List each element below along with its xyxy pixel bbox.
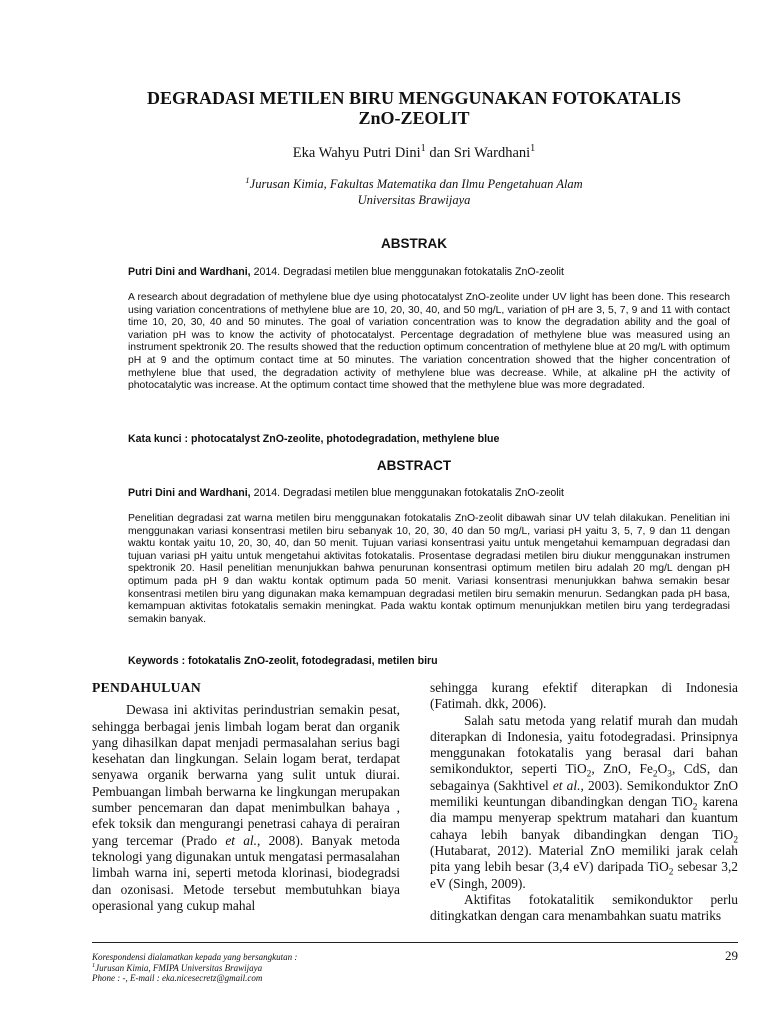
intro-paragraph-1-continued: sehingga kurang efektif diterapkan di Indonesia (Fatimah. dkk, 2006). [430, 680, 738, 712]
abstract-heading: ABSTRACT [376, 458, 452, 473]
intro-paragraph-3: Aktifitas fotokatalitik semikonduktor perlu ditingkatkan dengan cara menambahkan suatu matriks [430, 891, 738, 924]
author-line [100, 145, 728, 162]
author-2: Sri Wardhani [453, 145, 531, 161]
affil-line-1: Jurusan Kimia, Fakultas Matematika dan Ilmu Pengetahuan Alam [249, 177, 583, 191]
footnote-line-1: Korespondensi dialamatkan kepada yang bersangkutan : [92, 952, 298, 962]
title-line-1: DEGRADASI METILEN BIRU MENGGUNAKAN FOTOKATALIS [146, 88, 682, 108]
abstrak-citation-authors: Putri Dini and Wardhani, [128, 266, 251, 278]
abstract-citation-rest: 2014. Degradasi metilen blue menggunakan fotokatalis ZnO-zeolit [250, 487, 564, 499]
abstrak-keywords: Kata kunci : photocatalyst ZnO-zeolite, photodegradation, methylene blue [128, 433, 500, 445]
abstract-citation-authors: Putri Dini and Wardhani, [128, 487, 251, 499]
title-line-2: ZnO-ZEOLIT [358, 108, 470, 128]
abstract-keywords: Keywords : fotokatalis ZnO-zeolit, fotodegradasi, metilen biru [128, 655, 438, 667]
abstrak-body: A research about degradation of methylene blue dye using photocatalyst ZnO-zeolite under UV light has been done. This research using variation concentrations of methylene blue are 10, 20, 30, 40, and 50 mg/L, variation of pH are 3, 5, 7, 9 and 11 with contact time 10, 20, 30, 40 and 50 minutes. The goal of variation concentration was to know the degradation ability and the goal of variation pH was to know the activity of photocatalyst. Percentage degradation of methylene blue was measured using an instrument spektronik 20. The results showed that the reduction optimum concentration of methylene blue at 20 mg/L with optimum pH at 9 and the optimum contact time at 50 minutes. The variation concentration showed that the higher concentration of methylene blue that used, the degradation activity of methylene blue was decrease. While, at alkaline pH the activity of photocatalytic was increase. At the optimum contact time showed that the methylene blue was more degradated. [128, 292, 730, 392]
section-heading-pendahuluan: PENDAHULUAN [92, 680, 202, 695]
paper-title [100, 88, 728, 128]
left-column [92, 680, 400, 914]
footer-divider [92, 942, 738, 943]
abstract-citation [128, 487, 728, 499]
footnote-affil-mark: 1 [92, 961, 96, 969]
affil-mark: 1 [245, 174, 250, 185]
intro-paragraph-2: Salah satu metoda yang relatif murah dan mudah diterapkan di Indonesia, yaitu fotodegradasi. Prinsipnya menggunakan fotokatalis yang berasal dari bahan semikonduktor, seperti TiO$_2$, ZnO, $Fe_2O_3$, CdS, dan sebagainya (Sakhtivel et al., 2003). Semikonduktor ZnO memiliki keuntungan dibandingkan dengan TiO$_2$ karena dia mampu menyerap spektrum matahari dan kuantum cahaya lebih banyak dibandingkan dengan TiO$_2$ (Hutabarat, 2012). Material ZnO memiliki jarak celah pita yang lebih besar (3,4 eV) daripada TiO$_2$ sebesar 3,2 eV (Singh, 2009). [430, 712, 738, 891]
correspondence-footnote [92, 952, 297, 984]
abstrak-citation [128, 266, 728, 278]
author-separator: dan [425, 145, 454, 161]
abstrak-heading: ABSTRAK [381, 236, 447, 251]
footnote-line-3: Phone : -, E-mail : eka.nicesecretz@gmail.com [92, 973, 263, 983]
right-column [430, 680, 738, 924]
author-1: Eka Wahyu Putri Dini [292, 145, 421, 161]
affil-line-2: Universitas Brawijaya [357, 193, 471, 207]
intro-paragraph-1: Dewasa ini aktivitas perindustrian semakin pesat, sehingga berbagai jenis limbah logam berat dan organik yang dihasilkan dapat menjadi permasalahan serius bagi kesehatan dan lingkungan. Selain logam berat, terdapat senyawa organik berwarna yang sulit untuk diurai. Pembuangan limbah berwarna ke lingkungan merupakan sumber pencemaran dan dapat menimbulkan bahaya , efek toksik dan mengurangi penetrasi cahaya di perairan yang tercemar (Prado et al., 2008). Banyak metoda teknologi yang digunakan untuk mengatasi permasalahan limbah warna ini, seperti metoda klorinasi, biodegradsi dan ozonisasi. Metode tersebut membutuhkan biaya operasional yang cukup mahal [92, 702, 401, 913]
abstract-body: Penelitian degradasi zat warna metilen biru menggunakan fotokatalis ZnO-zeolit dibawah sinar UV telah dilakukan. Penelitian ini menggunakan variasi konsentrasi metilen biru sebanyak 10, 20, 30, 40 dan 50 mg/L, variasi pH yaitu 3, 5, 7, 9 dan 11 dengan waktu kontak yaitu 10, 20, 30, 40, dan 50 menit. Tujuan variasi konsentrasi yaitu untuk mengetahui kemampuan degradasi dan tujuan variasi pH yaitu untuk mengetahui aktivitas fotokatalis. Prosentase degradasi metilen biru diukur menggunakan instrumen spektronik 20. Hasil penelitian menunjukkan bahwa penurunan konsentrasi optimum metilen biru adalah 20 mg/L dengan pH optimum pada pH 9 dan waktu kontak optimum pada 50 menit. Variasi konsentrasi menunjukkan bahwa semakin besar konsentrasi metilen biru yang digunakan maka kemampuan degradasi metilen biru semakin menurun. Sedangkan pada pH basa, kemampuan aktivitas fotokatalis semakin meningkat. Pada waktu kontak optimum menunjukkan metilen biru yang terdegradasi semakin banyak. [128, 513, 730, 625]
footnote-line-2: Jurusan Kimia, FMIPA Universitas Brawijaya [95, 962, 263, 973]
abstrak-citation-rest: 2014. Degradasi metilen blue menggunakan fotokatalis ZnO-zeolit [250, 266, 564, 278]
author-2-affil-mark: 1 [530, 143, 536, 155]
author-1-affil-mark: 1 [420, 143, 426, 155]
page-number: 29 [725, 948, 738, 963]
affiliation [130, 176, 698, 208]
